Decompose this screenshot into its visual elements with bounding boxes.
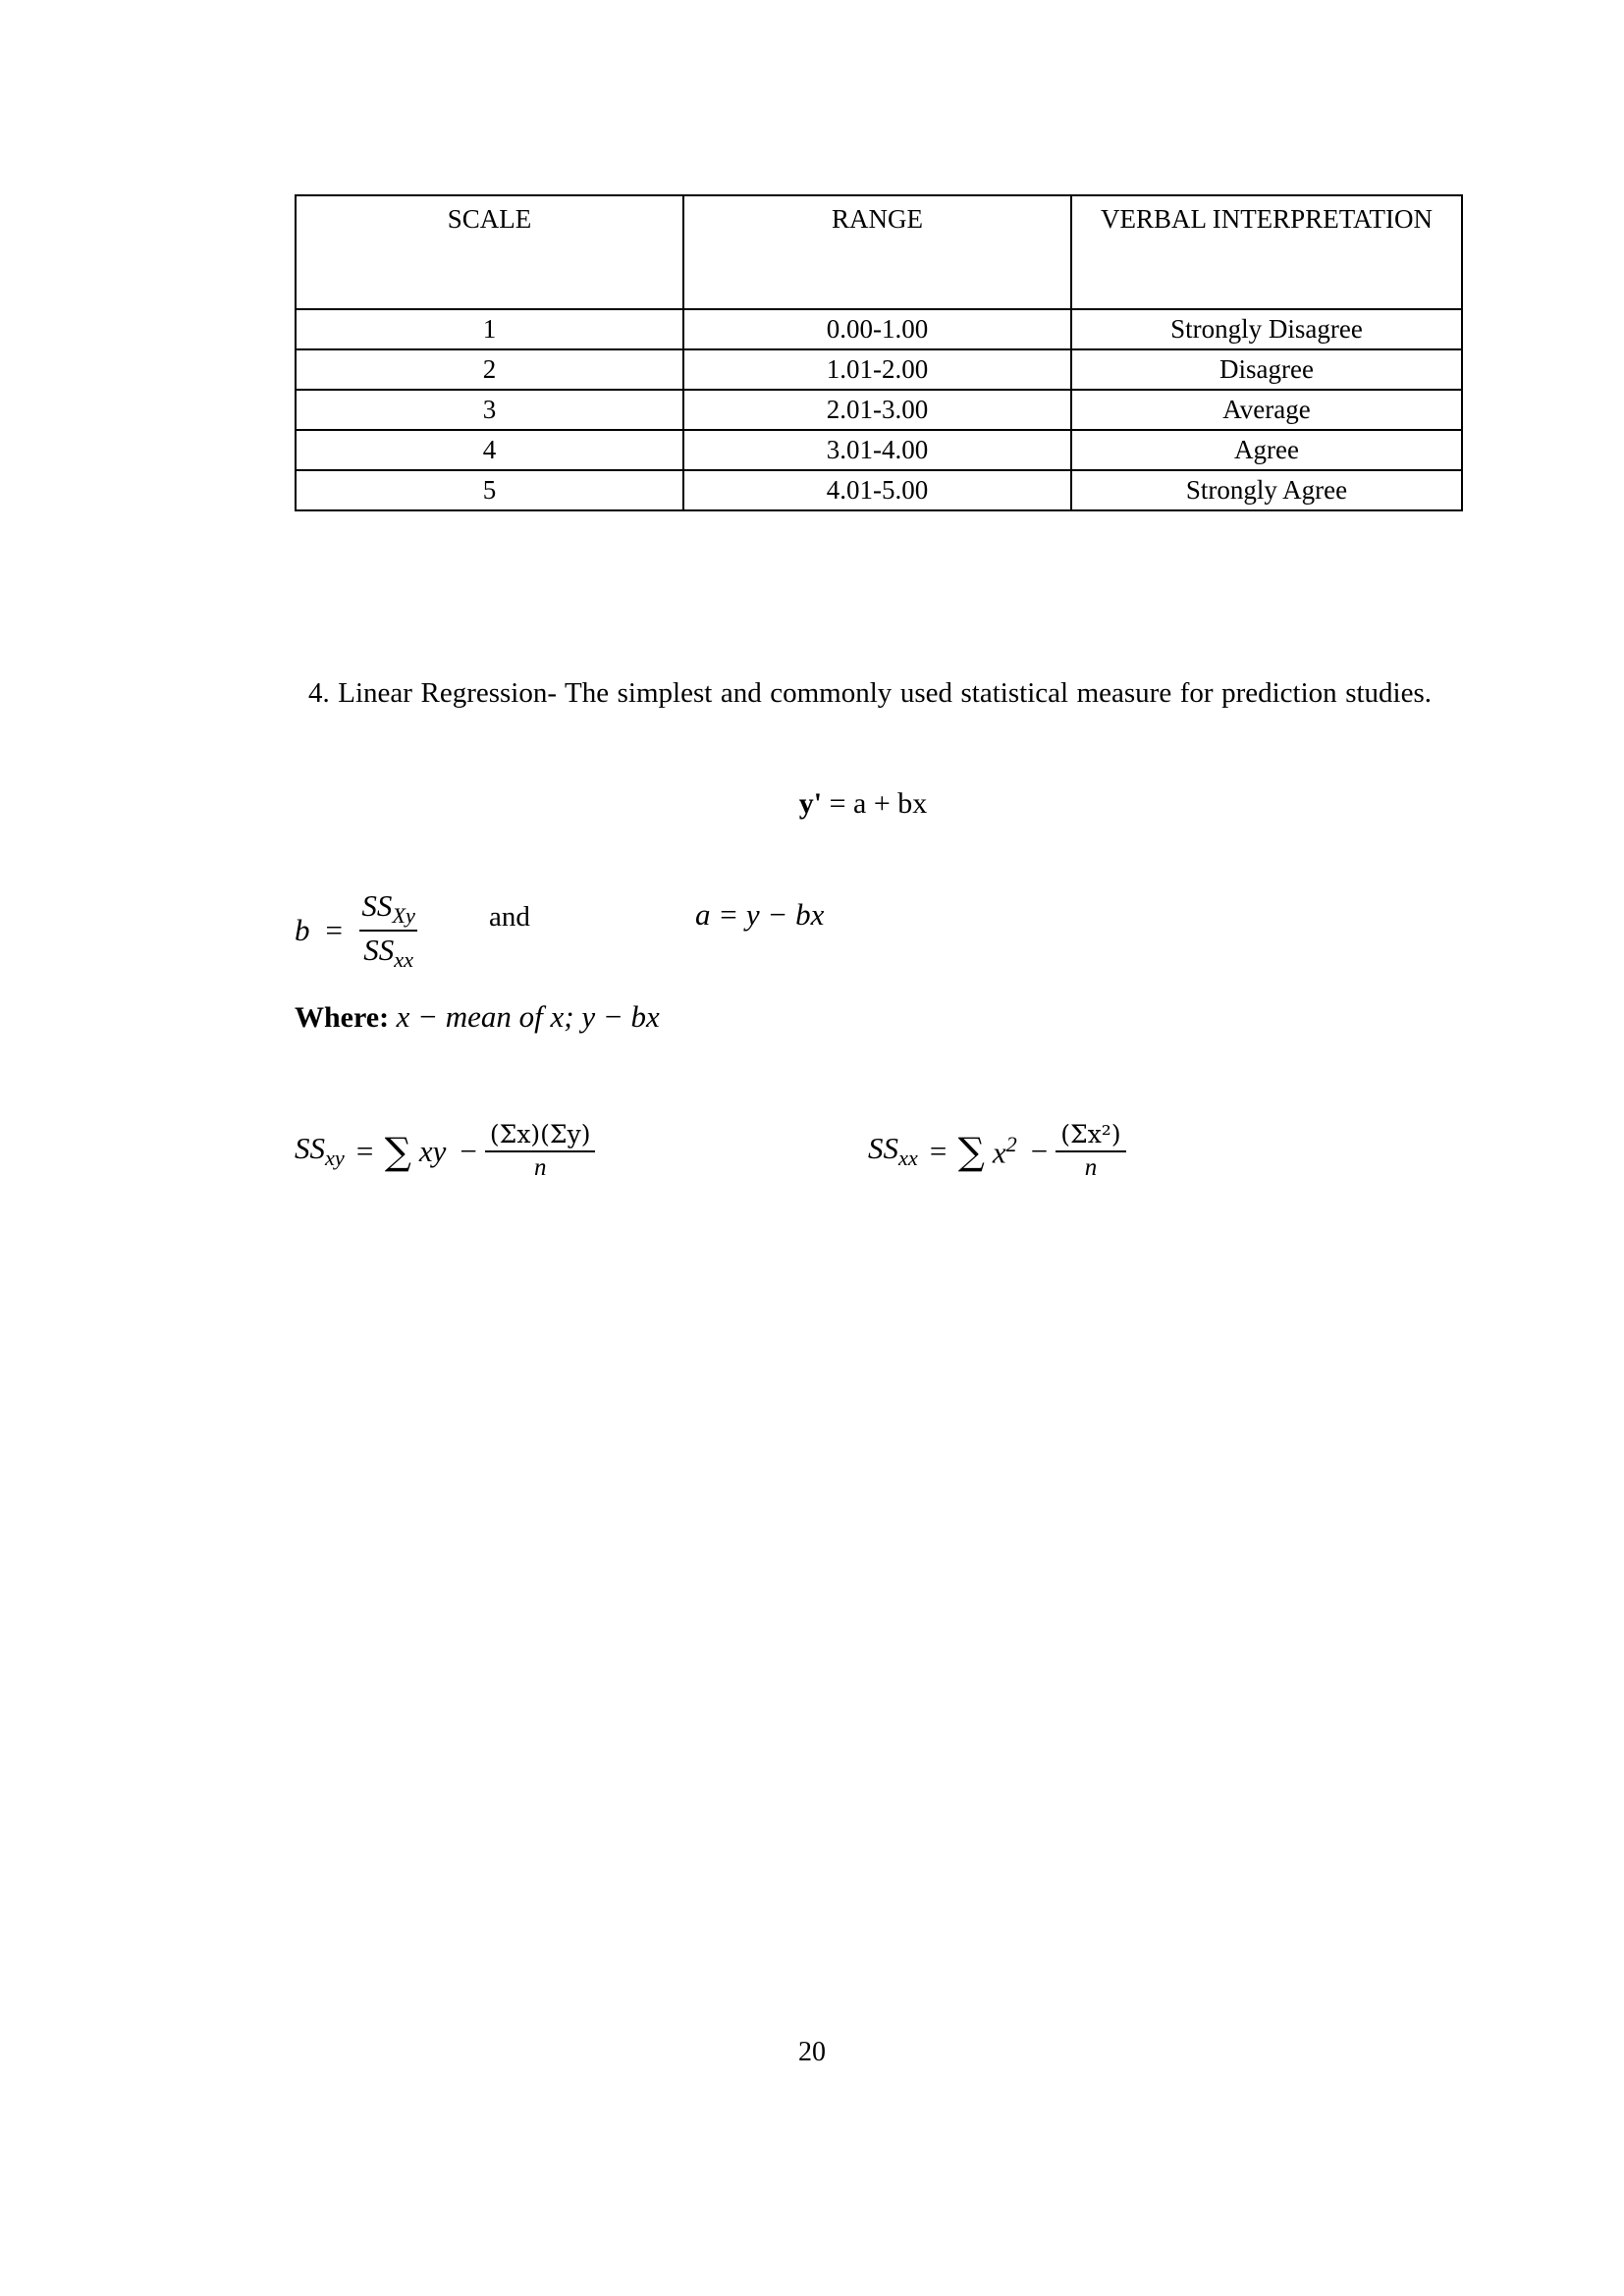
ssxx-fraction	[1056, 1121, 1125, 1181]
equation-ss-xy	[295, 1121, 595, 1181]
slope-lhs: b	[295, 913, 310, 948]
cell-scale: 5	[296, 470, 683, 510]
equation-ss-xx	[868, 1121, 1126, 1181]
ssxx-base: SS	[868, 1130, 898, 1165]
equation-regression-line	[295, 787, 1432, 821]
ssxx-denominator: n	[1056, 1150, 1125, 1182]
table-row	[296, 390, 1462, 430]
table-row	[296, 309, 1462, 349]
ssxx-numerator: (Σx²)	[1060, 1120, 1121, 1148]
slope-fraction	[357, 889, 419, 973]
column-header-range: RANGE	[683, 195, 1071, 309]
equation-intercept: a = y − bx	[695, 897, 825, 932]
ssxy-numerator: (Σx)(Σy)	[489, 1120, 591, 1148]
ssxx-equals-sign: =	[927, 1133, 948, 1168]
ssxx-subscript: xx	[898, 1146, 918, 1171]
ssxy-minus-sign: −	[460, 1133, 477, 1168]
denominator-subscript: xx	[394, 947, 414, 973]
ssxy-equals-sign: =	[353, 1133, 375, 1168]
ssxy-base: SS	[295, 1130, 325, 1165]
column-header-scale: SCALE	[296, 195, 683, 309]
ssxx-term-exponent: 2	[1005, 1131, 1017, 1156]
where-label: Where:	[295, 1001, 390, 1034]
cell-range: 0.00-1.00	[683, 309, 1071, 349]
cell-verbal: Disagree	[1071, 349, 1462, 390]
table-row	[296, 430, 1462, 470]
denominator-base: SS	[363, 933, 395, 968]
page-number: 20	[798, 2037, 826, 2067]
summation-icon: ∑	[957, 1129, 985, 1173]
cell-range: 2.01-3.00	[683, 390, 1071, 430]
ssxx-term-base: x	[992, 1135, 1006, 1170]
cell-scale: 1	[296, 309, 683, 349]
cell-scale: 3	[296, 390, 683, 430]
ssxx-term	[993, 1132, 1017, 1170]
table-row	[296, 470, 1462, 510]
cell-verbal: Average	[1071, 390, 1462, 430]
where-definition: x − mean of x; y − bx	[396, 999, 660, 1034]
slope-numerator	[357, 889, 419, 930]
cell-verbal: Strongly Agree	[1071, 470, 1462, 510]
ssxy-subscript: xy	[325, 1146, 345, 1171]
slope-denominator	[359, 930, 417, 972]
table-row	[296, 349, 1462, 390]
ssxx-minus-sign: −	[1030, 1133, 1049, 1168]
summation-icon: ∑	[384, 1129, 411, 1173]
cell-scale: 4	[296, 430, 683, 470]
numerator-subscript: Xy	[392, 903, 415, 929]
equation-conjunction: and	[489, 901, 530, 933]
cell-range: 3.01-4.00	[683, 430, 1071, 470]
table-header-row	[296, 195, 1462, 309]
ssxy-denominator: n	[485, 1150, 596, 1182]
where-definition-line	[295, 999, 1432, 1035]
ssxy-lhs	[295, 1131, 345, 1171]
cell-scale: 2	[296, 349, 683, 390]
cell-range: 4.01-5.00	[683, 470, 1071, 510]
linear-regression-paragraph: 4. Linear Regression- The simplest and commonly used statistical measure for prediction studies.	[308, 677, 1432, 709]
equation-slope	[295, 889, 419, 973]
cell-range: 1.01-2.00	[683, 349, 1071, 390]
cell-verbal: Strongly Disagree	[1071, 309, 1462, 349]
cell-verbal: Agree	[1071, 430, 1462, 470]
ssxx-lhs	[868, 1131, 918, 1171]
column-header-verbal-interpretation: VERBAL INTERPRETATION	[1071, 195, 1462, 309]
equation-lhs: y'	[798, 787, 823, 820]
equation-row-slope-intercept	[295, 874, 1432, 972]
slope-equals-sign: =	[323, 913, 345, 948]
equation-rhs: = a + bx	[829, 787, 928, 820]
scale-interpretation-table	[295, 194, 1463, 511]
sum-of-squares-row	[295, 1107, 1432, 1215]
ssxy-fraction	[485, 1121, 596, 1181]
numerator-base: SS	[361, 888, 393, 923]
ssxy-term: xy	[418, 1133, 447, 1168]
